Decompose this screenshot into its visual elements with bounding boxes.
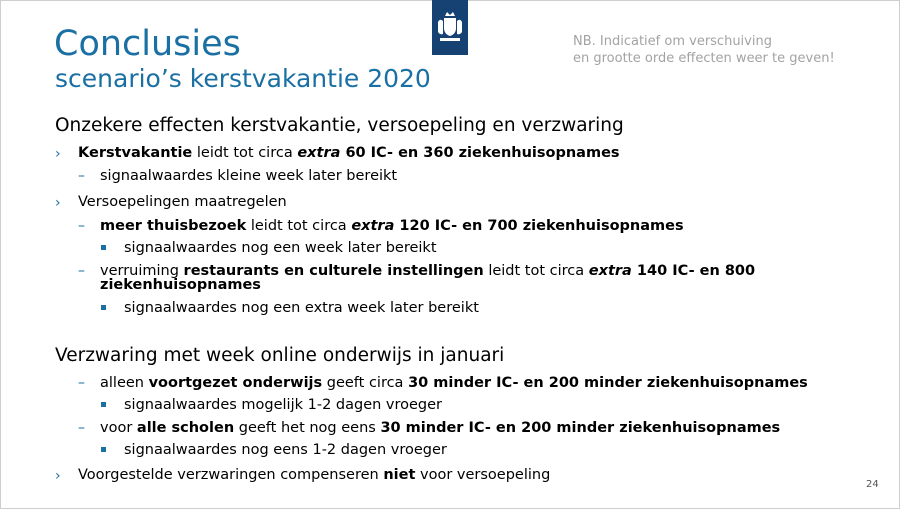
- text: geeft het nog eens: [234, 420, 381, 436]
- text-bold-italic: extra: [588, 263, 632, 279]
- text: leidt tot circa: [483, 263, 589, 279]
- text: Voorgestelde verzwaringen compenseren: [78, 467, 384, 483]
- bullet-chevron: ›: [55, 195, 61, 211]
- text: voor: [100, 420, 137, 436]
- bullet-chevron: ›: [55, 468, 61, 484]
- square-bullet: [101, 402, 106, 407]
- text: leidt tot circa: [246, 218, 352, 234]
- text-bold: niet: [383, 467, 416, 483]
- slide-title: Conclusies: [54, 24, 241, 64]
- square-bullet: [101, 245, 106, 250]
- square-bullet: [101, 447, 106, 452]
- text: verruiming: [100, 263, 184, 279]
- bullet-compensation: [78, 467, 550, 484]
- text-bold: meer thuisbezoek: [100, 218, 247, 234]
- slide-subtitle: scenario’s kerstvakantie 2020: [55, 64, 431, 93]
- text-bold: 120 IC- en 700 ziekenhuisopnames: [394, 218, 684, 234]
- dash-marker: –: [78, 168, 85, 184]
- text: leidt tot circa: [192, 145, 298, 161]
- text: geeft circa: [322, 375, 409, 391]
- text-bold: alle scholen: [136, 420, 235, 436]
- page-number: 24: [866, 479, 879, 490]
- text-bold: restaurants en culturele instellingen: [183, 263, 484, 279]
- section-heading-tightening: Verzwaring met week online onderwijs in januari: [55, 345, 505, 366]
- bullet-kerstvakantie: [78, 145, 620, 162]
- sub-item-voortgezet: [100, 375, 808, 392]
- crest-icon: [432, 0, 468, 55]
- bullet-chevron: ›: [55, 146, 61, 162]
- bullet-versoepelingen: Versoepelingen maatregelen: [78, 194, 287, 210]
- text-bold: ziekenhuisopnames: [100, 277, 261, 293]
- sub-sub-item-signal-4: signaalwaardes mogelijk 1-2 dagen vroeger: [124, 397, 443, 413]
- sub-item-restaurants-continued: [100, 277, 261, 294]
- text-bold: Kerstvakantie: [78, 145, 193, 161]
- square-bullet: [101, 305, 106, 310]
- sub-sub-item-signal-5: signaalwaardes nog eens 1-2 dagen vroeger: [124, 442, 447, 458]
- dash-marker: –: [78, 218, 85, 234]
- text-bold: voortgezet onderwijs: [148, 375, 323, 391]
- sub-sub-item-signal-3: signaalwaardes nog een extra week later bereikt: [124, 300, 479, 316]
- disclaimer-note: NB. Indicatief om verschuiving en grootte orde effecten weer te geven!: [573, 34, 835, 66]
- text: alleen: [100, 375, 149, 391]
- dash-marker: –: [78, 420, 85, 436]
- section-heading-uncertain-effects: Onzekere effecten kerstvakantie, versoepeling en verzwaring: [55, 115, 624, 136]
- dash-marker: –: [78, 263, 85, 279]
- text: voor versoepeling: [415, 467, 551, 483]
- dash-marker: –: [78, 375, 85, 391]
- rijksoverheid-logo: [432, 0, 468, 55]
- text-bold-italic: extra: [351, 218, 395, 234]
- text-bold: 30 minder IC- en 200 minder ziekenhuisopnames: [380, 420, 781, 436]
- sub-item-alle-scholen: [100, 420, 780, 437]
- text-bold: 140 IC- en 800: [631, 263, 756, 279]
- text-bold-italic: extra: [297, 145, 341, 161]
- text-bold: 60 IC- en 360 ziekenhuisopnames: [340, 145, 620, 161]
- sub-item-signal-1: signaalwaardes kleine week later bereikt: [100, 168, 398, 184]
- sub-item-thuisbezoek: [100, 218, 684, 235]
- text-bold: 30 minder IC- en 200 minder ziekenhuisopnames: [408, 375, 808, 391]
- sub-sub-item-signal-2: signaalwaardes nog een week later bereikt: [124, 240, 437, 256]
